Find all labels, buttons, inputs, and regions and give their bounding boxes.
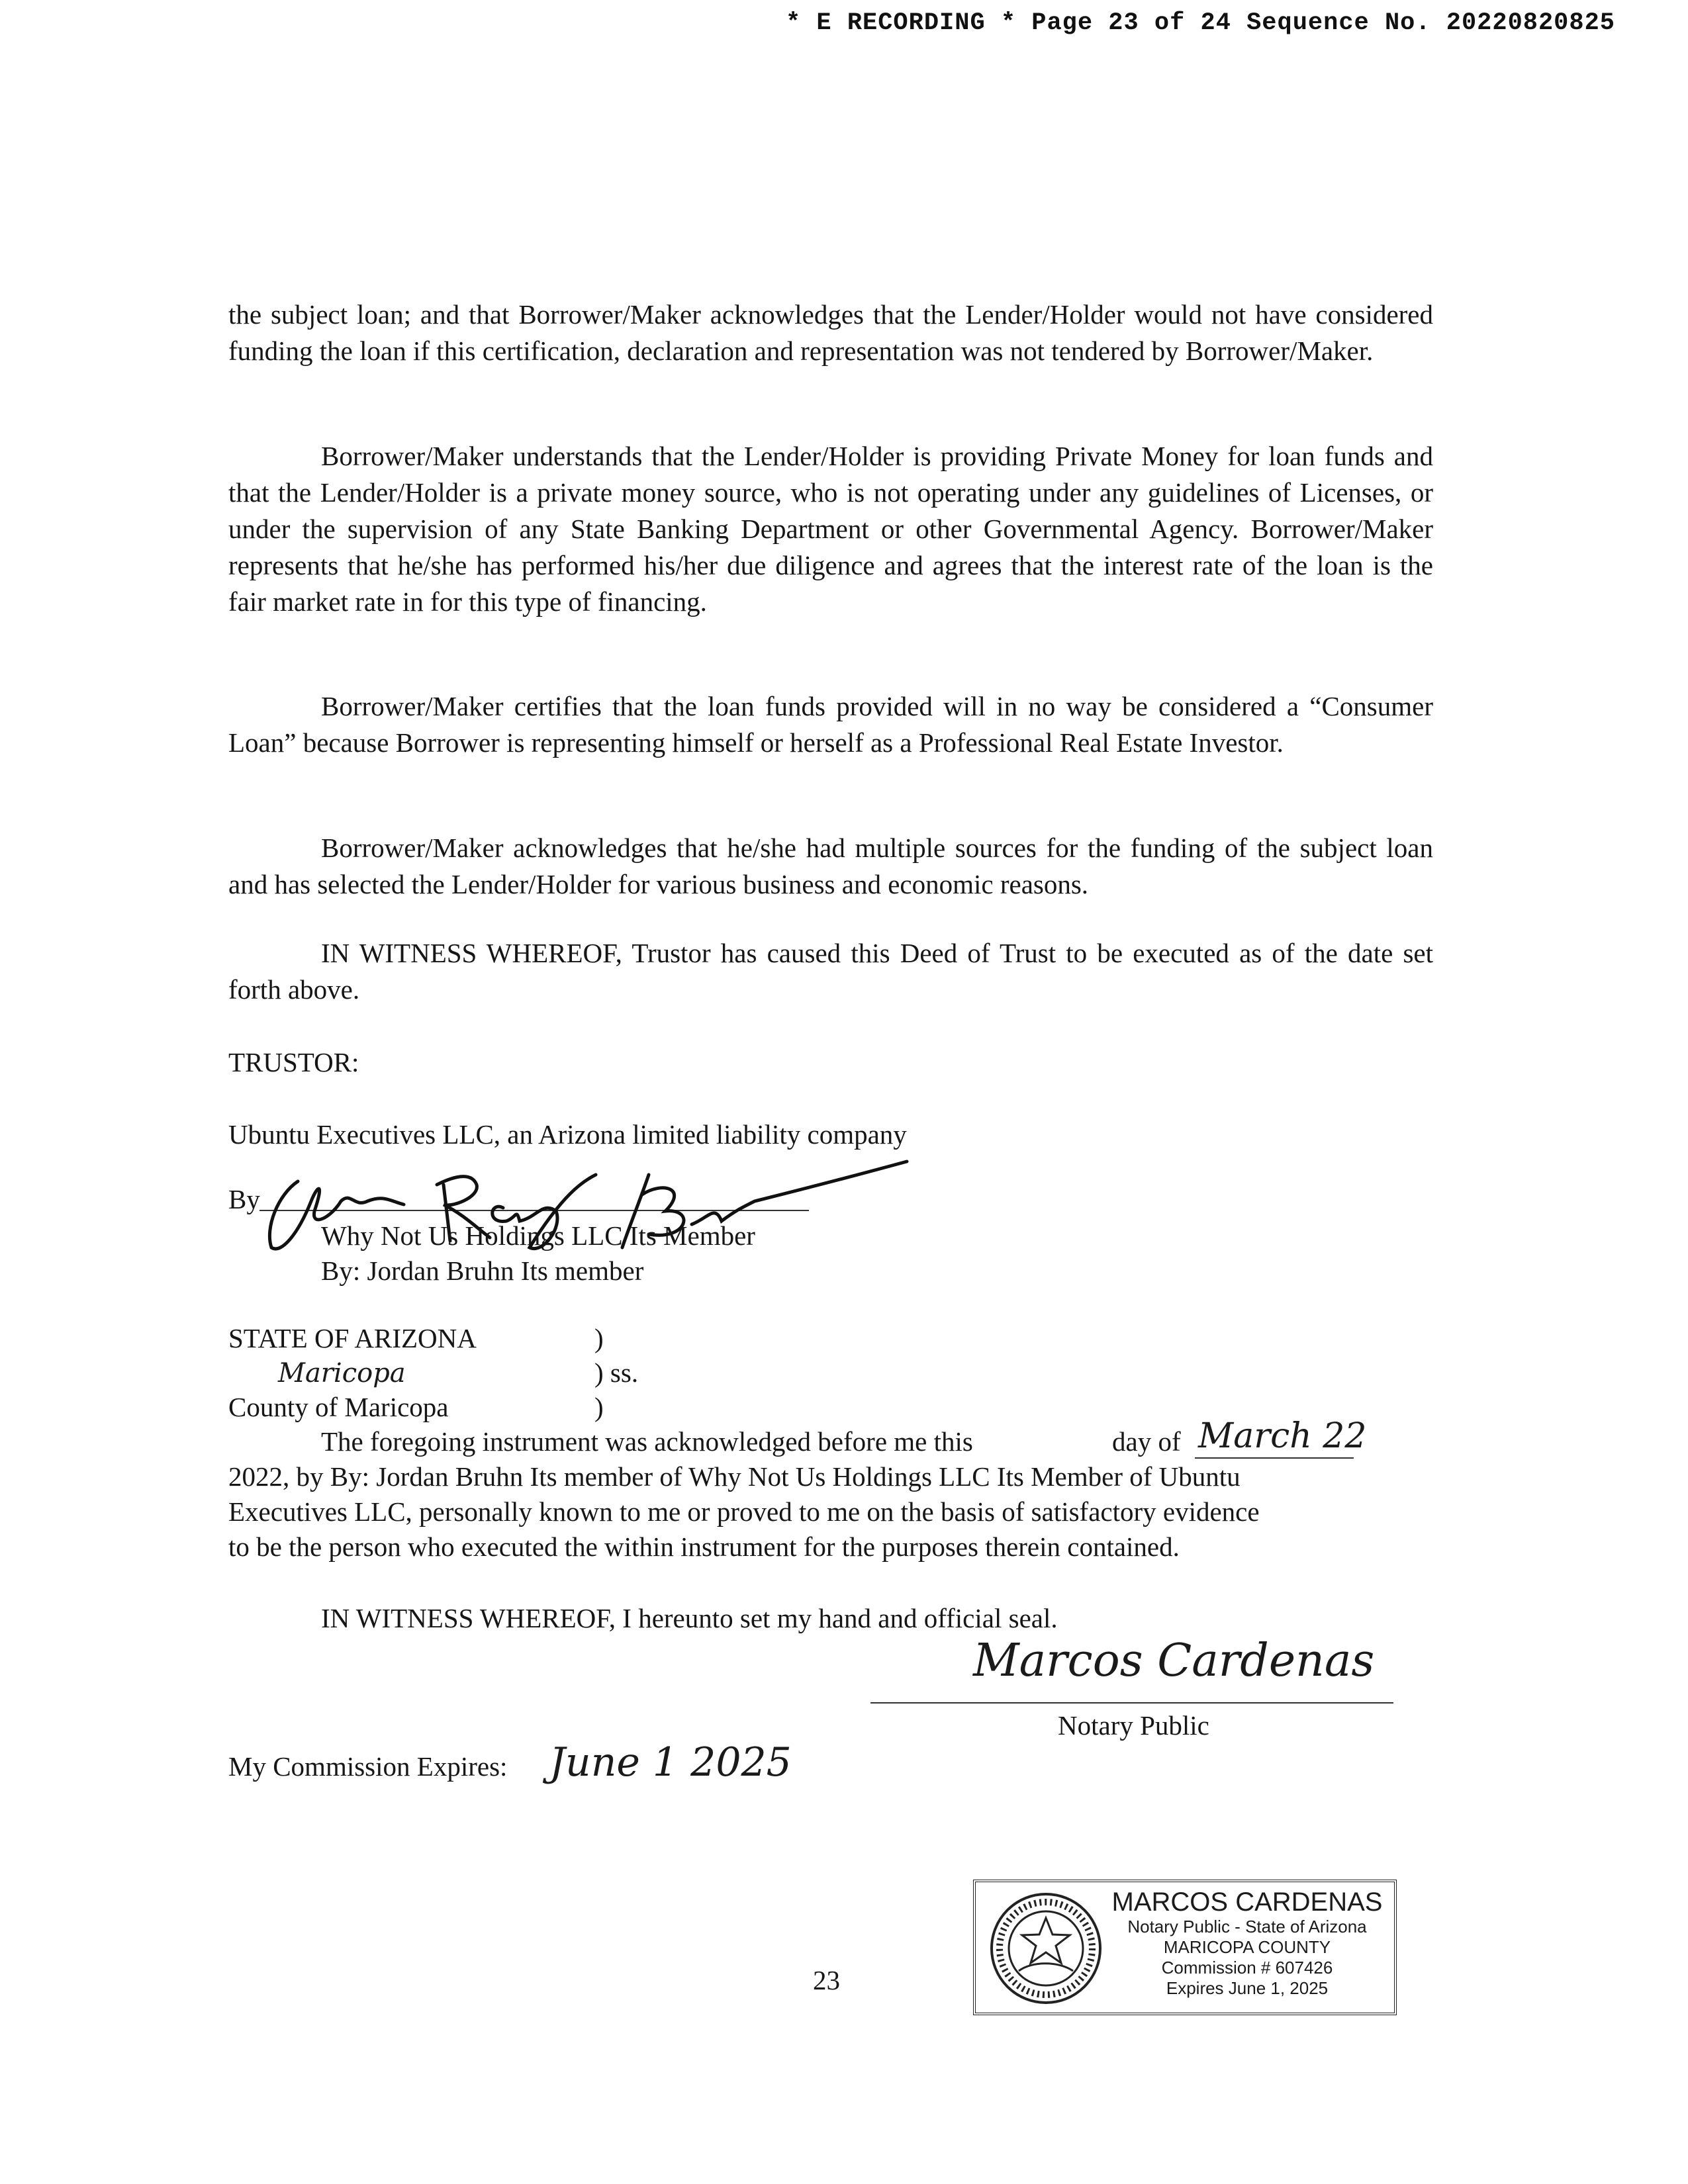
- by-label: By: [228, 1184, 260, 1214]
- state-line: STATE OF ARIZONA: [228, 1323, 477, 1353]
- page-number: 23: [813, 1965, 840, 1995]
- trustor-label: TRUSTOR:: [228, 1047, 359, 1077]
- notary-witness-line: IN WITNESS WHEREOF, I hereunto set my hand and official seal.: [321, 1603, 1058, 1633]
- recording-header: * E RECORDING * Page 23 of 24 Sequence No. 20220820825: [786, 9, 1615, 37]
- ack-line-4: to be the person who executed the within instrument for the purposes therein contained.: [228, 1531, 1180, 1562]
- paren-3: ): [594, 1392, 604, 1422]
- arizona-seal-icon: [989, 1891, 1103, 2005]
- paragraph-consumer-loan: Borrower/Maker certifies that the loan funds provided will in no way be considered a “Consumer Loan” because Borrower is representing himself or herself as a Professional Real Estate Investor.: [228, 691, 1433, 758]
- commission-handwritten: June 1 2025: [549, 1739, 792, 1786]
- commission-label: My Commission Expires:: [228, 1751, 508, 1782]
- day-of-label: day of: [1112, 1426, 1181, 1457]
- seal-line-2: MARICOPA COUNTY: [1163, 1937, 1331, 1957]
- member-line: Why Not Us Holdings LLC Its Member: [321, 1220, 755, 1251]
- by-member-line: By: Jordan Bruhn Its member: [321, 1255, 644, 1286]
- seal-line-3: Commission # 607426: [1161, 1958, 1333, 1978]
- paragraph-subject-loan: the subject loan; and that Borrower/Maker acknowledges that the Lender/Holder would not have considered funding the loan if this certification, declaration and representation was not tendered by Borrower/Maker.: [228, 299, 1433, 366]
- date-handwritten: March 22: [1198, 1416, 1367, 1456]
- county-handwritten: Maricopa: [278, 1358, 406, 1388]
- notary-seal: [973, 1880, 1397, 2015]
- paragraph-funding-sources: Borrower/Maker acknowledges that he/she had multiple sources for the funding of the subject loan and has selected the Lender/Holder for various business and economic reasons.: [228, 833, 1433, 899]
- company-name: Ubuntu Executives LLC, an Arizona limited liability company: [228, 1119, 907, 1150]
- seal-notary-name: MARCOS CARDENAS: [1111, 1888, 1383, 1917]
- seal-line-1: Notary Public - State of Arizona: [1127, 1917, 1367, 1936]
- paragraph-private-money: Borrower/Maker understands that the Lender/Holder is providing Private Money for loan funds and that the Lender/Holder is a private money source, who is not operating under any guidelines of Licenses, or under the supervision of any State Banking Department or other Governmental Agency. Borrower/Maker represents that he/she has performed his/her due diligence and agrees that the interest rate of the loan is the fair market rate in for this type of financing.: [228, 441, 1433, 617]
- paragraph-witness-trustor: IN WITNESS WHEREOF, Trustor has caused this Deed of Trust to be executed as of the date set forth above.: [228, 938, 1433, 1005]
- county-line: County of Maricopa: [228, 1392, 449, 1422]
- seal-line-4: Expires June 1, 2025: [1166, 1978, 1329, 1998]
- ack-line-3: Executives LLC, personally known to me or proved to me on the basis of satisfactory evidence: [228, 1496, 1260, 1527]
- notary-signature: Marcos Cardenas: [973, 1635, 1375, 1687]
- ack-prefix: The foregoing instrument was acknowledged before me this: [321, 1426, 973, 1457]
- notary-signature-line: [870, 1702, 1393, 1704]
- paren-1: ): [594, 1323, 604, 1353]
- notary-title: Notary Public: [1058, 1710, 1209, 1741]
- ss-label: ) ss.: [594, 1357, 639, 1388]
- ack-line-2: 2022, by By: Jordan Bruhn Its member of Why Not Us Holdings LLC Its Member of Ubuntu: [228, 1461, 1241, 1492]
